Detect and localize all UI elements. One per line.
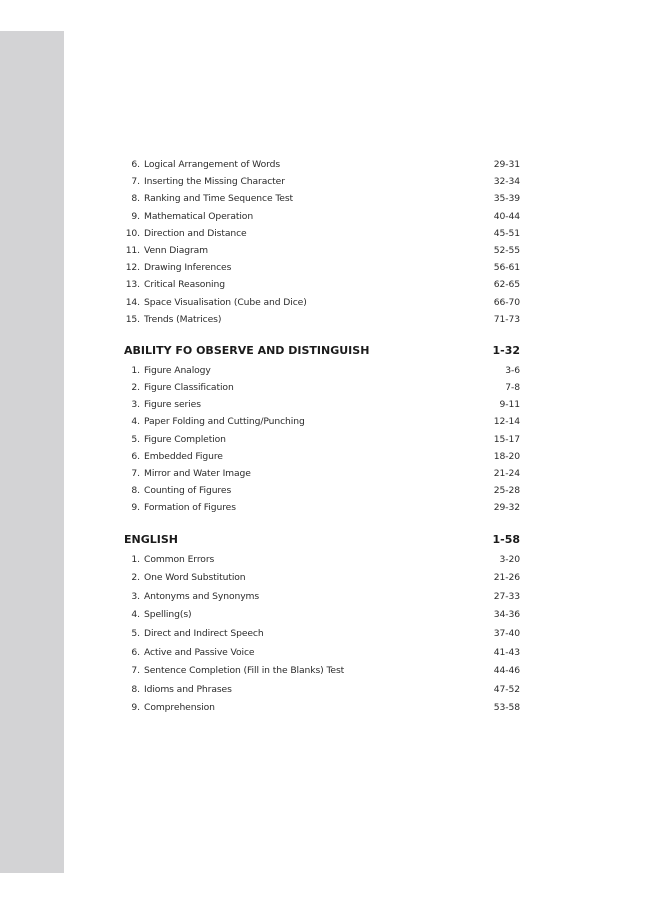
entry-pages: 21-26 <box>493 572 520 584</box>
entry-pages: 41-43 <box>493 646 520 658</box>
entry-title: Direct and Indirect Speech <box>144 627 264 639</box>
toc-entry[interactable] <box>124 551 520 570</box>
entry-number: 3. <box>131 399 140 411</box>
section-heading-title: ENGLISH <box>124 532 178 546</box>
entry-number: 9. <box>131 210 140 222</box>
entry-pages: 25-28 <box>493 485 520 497</box>
entry-pages: 3-20 <box>499 553 520 565</box>
entry-title: Trends (Matrices) <box>144 313 222 325</box>
entry-number: 14. <box>125 296 140 308</box>
toc-entry[interactable] <box>124 225 520 242</box>
entry-pages: 66-70 <box>493 296 520 308</box>
entry-title: Ranking and Time Sequence Test <box>144 193 294 205</box>
entry-number: 5. <box>131 627 140 639</box>
toc-entry[interactable] <box>124 681 520 700</box>
section-heading-title: ABILITY FO OBSERVE AND DISTINGUISH <box>124 343 370 357</box>
entry-title: Figure Completion <box>144 433 226 445</box>
section-heading-pages: 1-58 <box>492 532 520 546</box>
toc-entry[interactable] <box>124 606 520 625</box>
page-spine-shadow <box>0 31 64 873</box>
entry-pages: 35-39 <box>493 193 520 205</box>
toc-entry[interactable] <box>124 311 520 328</box>
toc-entry[interactable] <box>124 294 520 311</box>
entry-title: Counting of Figures <box>144 485 232 497</box>
toc-entry[interactable] <box>124 276 520 293</box>
entry-number: 3. <box>131 590 140 602</box>
toc-entry[interactable] <box>124 242 520 259</box>
entry-pages: 15-17 <box>493 433 520 445</box>
toc-entry[interactable] <box>124 379 520 396</box>
entry-number: 15. <box>125 313 140 325</box>
section-spacer <box>124 517 520 529</box>
entry-number: 8. <box>131 193 140 205</box>
entry-number: 4. <box>131 609 140 621</box>
entry-pages: 18-20 <box>493 450 520 462</box>
entry-title: Comprehension <box>144 702 215 714</box>
entry-number: 13. <box>125 279 140 291</box>
toc-entry[interactable] <box>124 259 520 276</box>
entry-pages: 45-51 <box>493 227 520 239</box>
entry-title: Space Visualisation (Cube and Dice) <box>144 296 307 308</box>
toc-entry[interactable] <box>124 499 520 516</box>
entry-pages: 27-33 <box>493 590 520 602</box>
toc-entry[interactable] <box>124 396 520 413</box>
entry-title: Common Errors <box>144 553 215 565</box>
entry-number: 12. <box>125 262 140 274</box>
entry-title: Formation of Figures <box>144 502 236 514</box>
toc-section-observe-distinguish <box>124 340 520 517</box>
entry-pages: 34-36 <box>493 609 520 621</box>
entry-title: Idioms and Phrases <box>144 683 232 695</box>
entry-title: Venn Diagram <box>144 244 209 256</box>
entry-pages: 44-46 <box>493 665 520 677</box>
entry-title: Inserting the Missing Character <box>144 176 285 188</box>
entry-number: 7. <box>131 176 140 188</box>
entry-title: Sentence Completion (Fill in the Blanks) Test <box>144 665 345 677</box>
entry-title: One Word Substitution <box>144 572 246 584</box>
entry-pages: 7-8 <box>505 382 520 394</box>
toc-entry[interactable] <box>124 362 520 379</box>
entry-title: Figure Classification <box>144 382 234 394</box>
entry-number: 6. <box>131 450 140 462</box>
toc-entry[interactable] <box>124 644 520 663</box>
entry-title: Spelling(s) <box>144 609 192 621</box>
entry-pages: 32-34 <box>493 176 520 188</box>
entry-number: 9. <box>131 502 140 514</box>
entry-number: 6. <box>131 159 140 170</box>
toc-entry[interactable] <box>124 431 520 448</box>
entry-title: Logical Arrangement of Words <box>144 159 281 170</box>
entry-pages: 29-31 <box>493 159 520 170</box>
table-of-contents <box>124 156 520 718</box>
entry-pages: 62-65 <box>493 279 520 291</box>
entry-number: 2. <box>131 382 140 394</box>
toc-entry[interactable] <box>124 190 520 207</box>
toc-entry[interactable] <box>124 482 520 499</box>
entry-pages: 40-44 <box>493 210 520 222</box>
entry-title: Embedded Figure <box>144 450 223 462</box>
section-spacer <box>124 328 520 340</box>
toc-entry[interactable] <box>124 208 520 225</box>
entry-pages: 12-14 <box>493 416 520 428</box>
entry-number: 1. <box>131 364 140 376</box>
toc-entry[interactable] <box>124 625 520 644</box>
entry-number: 6. <box>131 646 140 658</box>
entry-title: Drawing Inferences <box>144 262 232 274</box>
toc-entry[interactable] <box>124 662 520 681</box>
toc-entry[interactable] <box>124 569 520 588</box>
entry-number: 1. <box>131 553 140 565</box>
entry-pages: 56-61 <box>493 262 520 274</box>
toc-entry[interactable] <box>124 413 520 430</box>
entry-title: Paper Folding and Cutting/Punching <box>144 416 305 428</box>
entry-pages: 52-55 <box>493 244 520 256</box>
entry-number: 7. <box>131 665 140 677</box>
entry-number: 11. <box>125 244 140 256</box>
entry-number: 8. <box>131 683 140 695</box>
entry-title: Direction and Distance <box>144 227 247 239</box>
entry-title: Mathematical Operation <box>144 210 254 222</box>
entry-number: 2. <box>131 572 140 584</box>
toc-entry[interactable] <box>124 699 520 718</box>
toc-entry[interactable] <box>124 465 520 482</box>
entry-pages: 3-6 <box>505 364 520 376</box>
entry-number: 9. <box>131 702 140 714</box>
entry-pages: 71-73 <box>493 313 520 325</box>
entry-number: 10. <box>125 227 140 239</box>
entry-pages: 9-11 <box>499 399 520 411</box>
entry-title: Mirror and Water Image <box>144 468 251 479</box>
toc-section-english <box>124 529 520 718</box>
section-heading[interactable] <box>124 529 520 551</box>
entry-title: Figure series <box>144 399 201 411</box>
toc-entry[interactable] <box>124 156 520 173</box>
entry-pages: 47-52 <box>493 683 520 695</box>
section-heading[interactable] <box>124 340 520 362</box>
entry-title: Active and Passive Voice <box>144 646 255 658</box>
entry-pages: 29-32 <box>493 502 520 514</box>
entry-pages: 21-24 <box>493 468 520 479</box>
toc-section-reasoning-continued <box>124 156 520 328</box>
entry-number: 4. <box>131 416 140 428</box>
entry-number: 8. <box>131 485 140 497</box>
entry-title: Antonyms and Synonyms <box>144 590 260 602</box>
entry-title: Figure Analogy <box>144 364 211 376</box>
entry-pages: 53-58 <box>493 702 520 714</box>
section-heading-pages: 1-32 <box>492 343 520 357</box>
toc-entry[interactable] <box>124 448 520 465</box>
entry-number: 7. <box>131 468 140 479</box>
toc-entry[interactable] <box>124 588 520 607</box>
entry-number: 5. <box>131 433 140 445</box>
toc-entry[interactable] <box>124 173 520 190</box>
entry-title: Critical Reasoning <box>144 279 225 291</box>
entry-pages: 37-40 <box>493 627 520 639</box>
